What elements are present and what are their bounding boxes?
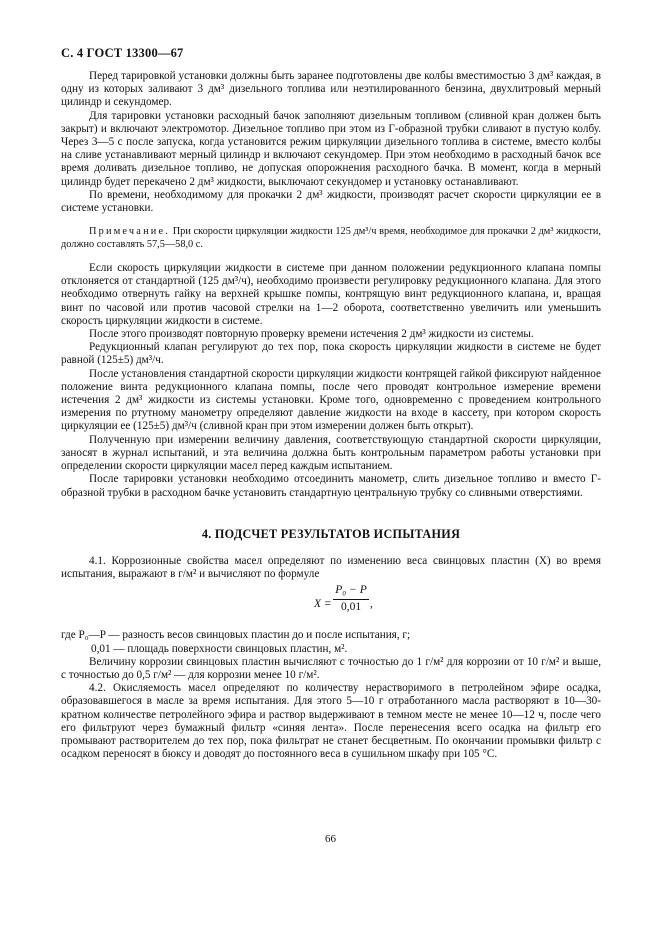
formula: [61, 581, 601, 629]
paragraph: Для тарировки установки расходный бачок заполняют дизельным топливом (сливной кран должен быть закрыт) и включают электромотор. Дизельное топливо при этом из Г-образной трубки сливают в пустую колбу. Через 3—5 с после запуска, когда установится режим циркуляции дизельного топлива в системе, вместо колбы на сливе устанавливают мерный цилиндр и включают секундомер. При этом необходимо в расходный бачок все время доливать дизельное топливо, не допуская опорожнения расходного бачка. В момент, когда в мерный цилиндр будет перекачено 2 дм³ жидкости, выключают секундомер и установку останавливают.: [61, 109, 601, 188]
where-line: где P₀—P — разность весов свинцовых пластин до и после испытания, г;: [61, 629, 411, 642]
formula-trail: ,: [370, 598, 373, 611]
section-heading: 4. ПОДСЧЕТ РЕЗУЛЬТАТОВ ИСПЫТАНИЯ: [201, 526, 461, 541]
formula-numerator: P₀ − P: [335, 584, 367, 597]
paragraph: После тарировки установки необходимо отсоединить манометр, слить дизельное топливо и вместо Г-образной трубки в расходном бачке установить стандартную центральную трубку со сливными отверстиями.: [61, 473, 601, 499]
paragraph: После установления стандартной скорости циркуляции жидкости контрящей гайкой фиксируют найденное положение винта редукционного клапана помпы, после чего проводят контрольное измерение времени истечения 2 дм³ жидкости из системы установки. Кроме того, одновременно с проведением контрольного измерения по ртутному манометру определяют давление жидкости на входе в кассету, при котором скорость циркуляции ее (125±5) дм³/ч (сливной кран при этом измерении должен быть открыт).: [61, 367, 601, 433]
paragraph: 4.2. Окисляемость масел определяют по количеству нерастворимого в петролейном эфире осадка, образовавшегося в масле за время испытания. Для этого 5—10 г отработанного масла растворяют в 10—30-кратном количестве петролейного эфира и раствор выдерживают в темном месте не менее 10—12 ч, после чего его фильтруют через бумажный фильтр «синяя лента». После перенесения всего осадка на фильтр его промывают растворителем до тех пор, пока фильтрат не станет бесцветным. По окончании промывки фильтр с осадком переносят в бюксу и доводят до постоянного веса в сушильном шкафу при 105 °С.: [61, 682, 601, 761]
paragraph: Если скорость циркуляции жидкости в системе при данном положении редукционного клапана помпы отклоняется от стандартной (125 дм³/ч), необходимо произвести регулировку редукционного клапана. Для этого необходимо отвернуть гайку на верхней крышке помпы, контрящую винт редукционного клапана, и, вращая винт по часовой или против часовой стрелки на 1—2 оборота, соответственно увеличить или уменьшить скорость циркуляции жидкости в системе.: [61, 262, 601, 327]
where-line: 0,01 — площадь поверхности свинцовых пластин, м².: [91, 642, 348, 655]
page-header: С. 4 ГОСТ 13300—67: [61, 46, 184, 60]
paragraph: По времени, необходимому для прокачки 2 дм³ жидкости, производят расчет скорости циркуляции ее в системе установки.: [61, 188, 601, 215]
paragraph: Полученную при измерении величину давления, соответствующую стандартной скорости циркуляции, заносят в журнал испытаний, и эта величина должна быть контрольным параметром работы установки при определении скорости циркуляции масел перед каждым испытанием.: [61, 433, 601, 473]
paragraph: 4.1. Коррозионные свойства масел определяют по изменению веса свинцовых пластин (X) во время испытания, выражают в г/м² и вычисляют по формуле: [61, 554, 601, 581]
paragraph: Редукционный клапан регулируют до тех пор, пока скорость циркуляции жидкости в системе не будет равной (125±5) дм³/ч.: [61, 341, 601, 367]
note: [61, 226, 601, 251]
paragraph: После этого производят повторную проверку времени истечения 2 дм³ жидкости из системы.: [89, 328, 534, 341]
page-number: 66: [325, 833, 336, 845]
formula-fraction: [333, 584, 369, 613]
paragraph: Перед тарировкой установки должны быть заранее подготовлены две колбы вместимостью 3 дм³ каждая, в одну из которых заливают 3 дм³ дизельного топлива или неэтилированного бензина, двухлитровый мерный цилиндр и секундомер.: [61, 70, 601, 109]
note-text: При скорости циркуляции жидкости 125 дм³/ч время, необходимое для прокачки 2 дм³ жидкости, должно составлять 57,5—58,0 с.: [61, 226, 602, 250]
note-label: Примечание.: [89, 226, 171, 238]
formula-lhs: X =: [314, 598, 332, 611]
paragraph: Величину коррозии свинцовых пластин вычисляют с точностью до 1 г/м² для коррозии от 10 г/м² и выше, с точностью до 0,5 г/м² — для коррозии менее 10 г/м².: [61, 655, 601, 681]
document-body: [61, 70, 601, 761]
formula-denominator: 0,01: [340, 600, 362, 613]
